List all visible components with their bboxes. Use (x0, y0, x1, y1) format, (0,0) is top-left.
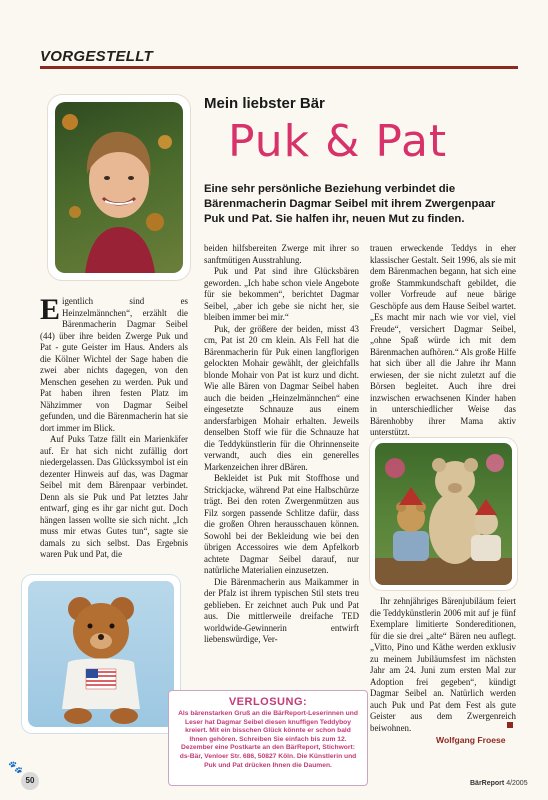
body-column-3-bottom (370, 596, 516, 734)
article-end-mark (507, 722, 513, 728)
raffle-box (168, 690, 368, 786)
drop-cap: E (40, 293, 61, 326)
bears-illustration (375, 443, 512, 585)
article-lead: Eine sehr persönliche Beziehung verbindet die Bärenmacherin Dagmar Seibel mit ihrem Zwergenpaar Puk und Pat. Sie halfen ihr, neuen Mut zu finden. (204, 183, 496, 225)
bears-image (375, 443, 512, 585)
paragraph: Auf Puks Tatze fällt ein Marienkäfer auf. Er hat sich nicht zufällig dort niedergelassen. Das Glückssymbol ist ein dezenter Hinweis auf das, was Dagmar Seibel mit dem Bärenpaar verbindet. Denn als sie Puk und Pat letztes Jahr entwarf, ging es ihr gar nicht gut. Doch hängen lassen wollte sie sich nicht. „Ich muss mir etwas Gutes tun“, sagte sie damals zu sich selbst. Das Ergebnis waren Puk und Pat, die (40, 434, 188, 559)
teddy-image (28, 581, 174, 727)
bears-photo (370, 438, 517, 590)
paragraph: trauen erweckende Teddys in eher klassischer Gestalt. Seit 1996, als sie mit dem Bärenmachen begann, hat sich eine große Stammkundschaft gebildet, die voller Vorfreude auf neue bärige Geschöpfe aus dem Hause Seibel wartet. „Es macht mir nach wie vor viel, viel Freude“, versichert Dagmar Seibel, „ohne Spaß würde ich mit dem Bärenmachen aufhören.“ Als große Hilfe hat sich über all die Jahre ihr Mann erwiesen, der sie nicht zuletzt auf die Börsen begleitet. Auch ihre drei inzwischen erwachsenen Kinder haben in unterschiedlicher Weise das Bärenhobby ihrer Mama aktiv unterstützt. (370, 243, 516, 437)
paragraph: Puk, der größere der beiden, misst 43 cm, Pat ist 20 cm klein. Als Fell hat die Bärenmacherin für Puk einen langflorigen gelockten Mohair gewählt, der gleichfalls blonde Mohair von Pat ist kurz und dicht. Wie alle Bären von Dagmar Seibel haben auch die beiden „Heinzelmännchen“ eine eingesetzte Schnauze aus einem andersfarbigen Mohair erhalten. Jeweils denselben Stoff wie für die Schnauze hat die Teddykünstlerin für die Ohrinnenseite verwandt, auch dies ein generelles Markenzeichen ihrer dBären. (204, 323, 359, 472)
paragraph: Ihr zehnjähriges Bärenjubiläum feiert die Teddykünstlerin 2006 mit auf je fünf Exemplare limitierte Sondereditionen, für die sie drei „alte“ Bären neu auflegt. „Vitto, Pino und Käthe werden exklusiv zu meinem Jubiläumsfest im nächsten Jahr am 24. Juni zum ersten Mal zur Adoption frei gegeben“, kündigt Dagmar Seibel an. Natürlich werden auch Puk und Pat dem Fest als gute Geister aus dem Zwergenreich beiwohnen. (370, 596, 516, 733)
paw-icon: 🐾 (8, 760, 23, 774)
body-column-1 (40, 293, 188, 561)
body-column-2 (204, 243, 359, 646)
issue-number: 4/2005 (506, 780, 528, 787)
page-number: 50 (21, 772, 39, 790)
article-author: Wolfgang Froese (436, 735, 506, 745)
footer-brand (470, 780, 528, 787)
brand-name: BärReport (470, 780, 505, 787)
paragraph: Bekleidet ist Puk mit Stoffhose und Strickjacke, während Pat eine Halbschürze trägt. Bei den roten Zwergenmützen aus Filz sorgen passende Schlitze dafür, dass die großen Ohren herausschauen können. Sowohl bei der Bekleidung wie bei den übrigen Accessoires wie dem Apfelkorb achtete Dagmar Seibel darauf, nur natürliche Materialien einzusetzen. (204, 473, 359, 575)
paragraph: igentlich sind es Heinzelmännchen“, erzählt die Bärenmacherin Dagmar Seibel (44) über ihre beiden Zwerge Puk und Pat - gute Geister im Haus. Anders als die Kölner Wichtel der Sage haben die zwei aber nichts dagegen, von den Menschen gesehen zu werden. Puk und Pat haben ihren festen Platz im Nähzimmer von Dagmar Seibel gefunden, und die Bärenmacherin hat sie dort immer im Blick. (40, 296, 188, 433)
header-rule (40, 66, 518, 69)
section-label: VORGESTELLT (40, 48, 154, 65)
body-column-3-top (370, 243, 516, 439)
article-headline: Puk & Pat (228, 116, 448, 167)
portrait-image (55, 102, 183, 273)
article-kicker: Mein liebster Bär (204, 95, 325, 112)
raffle-title: VERLOSUNG: (228, 696, 308, 708)
artist-portrait-photo (48, 95, 190, 280)
teddy-illustration (28, 581, 174, 727)
raffle-text: Als bärenstarken Gruß an die BärReport-Leserinnen und Leser hat Dagmar Seibel diesen knuffigen Teddyboy kreiert. Mit ein bisschen Glück könnte er schon bald Ihnen gehören. Schreiben Sie einfach bis zum 12. Dezember eine Postkarte an den BärReport, Stichwort: ds-Bär, Venloer Str. 686, 50827 Köln. Die Künstlerin und Puk und Pat drücken Ihnen die Daumen. (178, 710, 358, 769)
portrait-illustration (55, 102, 183, 273)
paragraph: Puk und Pat sind ihre Glücksbären geworden. „Ich habe schon viele Angebote für sie bekommen“, berichtet Dagmar Seibel, „aber ich gebe sie nicht her, sie bleiben immer bei mir.“ (204, 266, 359, 322)
raffle-teddy-photo (22, 575, 180, 733)
paragraph: beiden hilfsbereiten Zwerge mit ihrer so sanftmütigen Ausstrahlung. (204, 243, 359, 265)
paragraph: Die Bärenmacherin aus Maikammer in der Pfalz ist ihrem typischen Stil stets treu geblieben. Er zeichnet auch Puk und Pat aus. Die mittlerweile dreifache TED worldwide-Gewinnerin entwirft liebenswürdige, Ver- (204, 576, 359, 644)
